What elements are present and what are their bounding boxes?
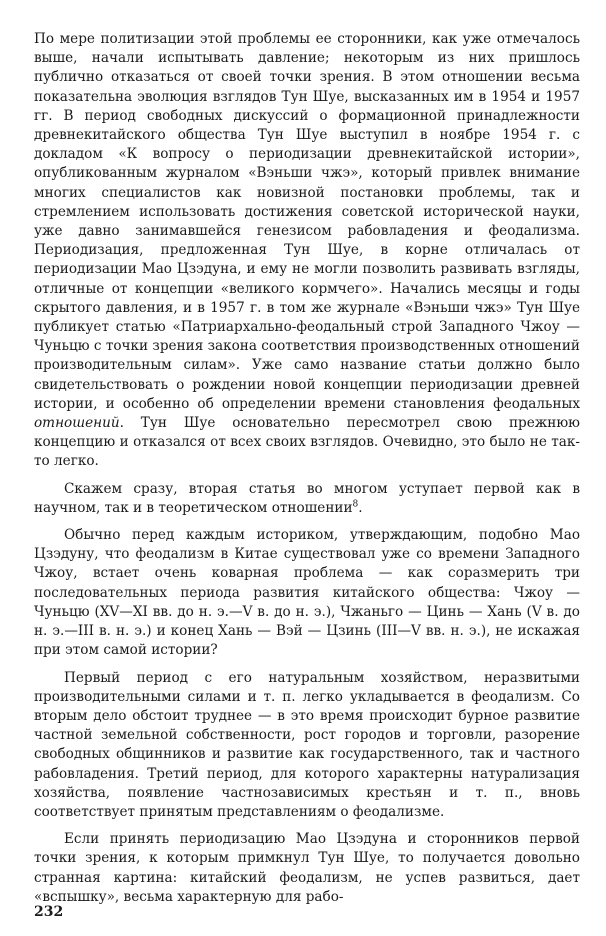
paragraph-p2 (34, 480, 580, 518)
text-run: . (358, 499, 363, 516)
text-run: Первый период с его натуральным хозяйством, неразвитыми производительными силами и т. п. легко укладывается в феодализм. Со вторым дело обстоит труднее — в это время происходит бурное развитие частной земельной собственности, рост городов и торговли, разорение свободных общинников и развитие как государственного, так и частного рабовладения. Третий период, для которого характерны натурализация хозяйства, появление частнозависимых крестьян и т. п., вновь соответствует принятым представлениям о феодализме. (34, 669, 580, 820)
paragraph-p5 (34, 830, 580, 907)
italic-text: отношений (34, 415, 120, 432)
paragraph-p3 (34, 526, 580, 660)
text-run: По мере политизации этой проблемы ее сторонники, как уже отмечалось выше, начали испытывать давление; некоторым из них пришлось публично отказаться от своей точки зрения. В этом отношении весьма показательна эволюция взглядов Тун Шуе, высказанных им в 1954 и 1957 гг. В период свободных дискуссий о формационной принадлежности древнекитайского общества Тун Шуе выступил в ноябре 1954 г. с докладом «К вопросу о периодизации древнекитайской истории», опубликованным журналом «Вэньши чжэ», который привлек внимание многих специалистов как новизной постановки проблемы, так и стремлением использовать достижения советской исторической науки, уже давно занимавшейся генезисом рабовладения и феодализма. Периодизация, предложенная Тун Шуе, в корне отличалась от периодизации Мао Цзэдуна, и ему не могли позволить развивать взгляды, отличные от концепции «великого кормчего». Начались месяцы и годы скрытого давления, и в 1957 г. в том же журнале «Вэньши чжэ» Тун Шуе публикует статью «Патриархально-феодальный строй Западного Чжоу — Чуньцю с точки зрения закона соответствия производственных отношений производительным силам». Уже само название статьи должно было свидетельствовать о рождении новой концепции периодизации древней истории, и особенно об определении времени становления феодальных (34, 31, 580, 412)
paragraph-p1 (34, 30, 580, 472)
paragraph-p4 (34, 669, 580, 823)
text-run: Обычно перед каждым историком, утверждающим, подобно Мао Цзэдуну, что феодализм в Китае существовал уже со времени Западного Чжоу, встает очень коварная проблема — как соразмерить три последовательных периода развития китайского общества: Чжоу — Чуньцю (XV—XI вв. до н. э.—V в. до н. э.), Чжаньго — Цинь — Хань (V в. до н. э.—III в. н. э.) и конец Хань — Вэй — Цзинь (III—V вв. н. э.), не искажая при этом самой истории? (34, 527, 580, 659)
text-run: . Тун Шуе основательно пересмотрел свою прежнюю концепцию и отказался от всех своих взглядов. Очевидно, это было не так-то легко. (34, 415, 580, 470)
text-run: Если принять периодизацию Мао Цзэдуна и сторонников первой точки зрения, к которым примкнул Тун Шуе, то получается довольно странная картина: китайский феодализм, не успев развиться, дает «вспышку», весьма характерную для рабо- (34, 831, 580, 905)
footnote-ref: 8 (352, 499, 359, 510)
text-run: Скажем сразу, вторая статья во многом уступает первой как в научном, так и в теоретическом отношении (34, 480, 580, 516)
book-page (34, 30, 580, 920)
page-number: 232 (34, 904, 64, 920)
